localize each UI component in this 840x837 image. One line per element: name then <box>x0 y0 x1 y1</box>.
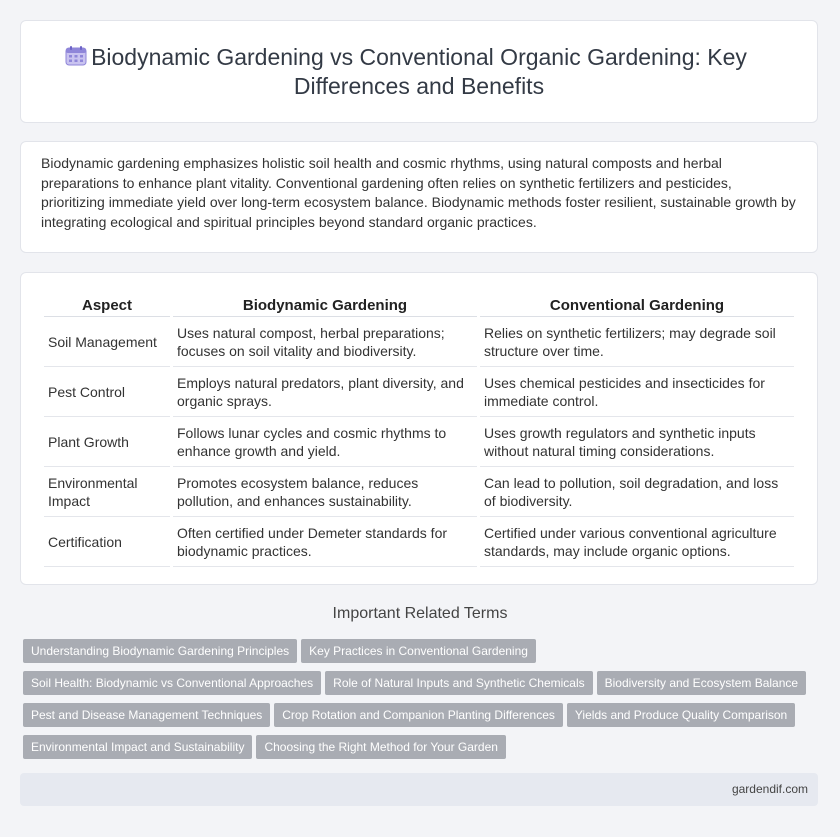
row-conventional: Certified under various conventional agriculture standards, may include organic options. <box>480 517 794 567</box>
related-term-tag[interactable]: Key Practices in Conventional Gardening <box>301 639 536 663</box>
row-aspect: Plant Growth <box>44 417 170 467</box>
related-term-tag[interactable]: Role of Natural Inputs and Synthetic Chemicals <box>325 671 592 695</box>
related-term-tag[interactable]: Crop Rotation and Companion Planting Differences <box>274 703 563 727</box>
comparison-table <box>41 287 797 567</box>
related-term-tag[interactable]: Pest and Disease Management Techniques <box>23 703 270 727</box>
related-term-tag[interactable]: Choosing the Right Method for Your Garden <box>256 735 505 759</box>
table-header-row <box>44 287 794 317</box>
table-row <box>44 467 794 517</box>
footer-site-link[interactable]: gardendif.com <box>731 782 808 796</box>
row-conventional: Can lead to pollution, soil degradation, and loss of biodiversity. <box>480 467 794 517</box>
page-title: Biodynamic Gardening vs Conventional Organic Gardening: Key Differences and Benefits <box>91 44 747 99</box>
row-conventional: Uses growth regulators and synthetic inputs without natural timing considerations. <box>480 417 794 467</box>
intro-text: Biodynamic gardening emphasizes holistic soil health and cosmic rhythms, using natural composts and herbal preparations to enhance plant vitality. Conventional gardening often relies on synthetic fertilizers and pesticides, prioritizing immediate yield over long-term ecosystem balance. Biodynamic methods foster resilient, sustainable growth by integrating ecological and spiritual principles beyond standard organic practices. <box>41 155 796 230</box>
footer <box>20 773 818 806</box>
row-biodynamic: Employs natural predators, plant diversity, and organic sprays. <box>173 367 477 417</box>
table-row <box>44 317 794 367</box>
intro-card <box>20 141 818 253</box>
related-terms-list <box>23 639 823 767</box>
related-terms-title: Important Related Terms <box>332 605 508 622</box>
related-term-tag[interactable]: Environmental Impact and Sustainability <box>23 735 252 759</box>
row-biodynamic: Often certified under Demeter standards for biodynamic practices. <box>173 517 477 567</box>
row-conventional: Relies on synthetic fertilizers; may degrade soil structure over time. <box>480 317 794 367</box>
column-header-conventional: Conventional Gardening <box>480 287 794 317</box>
row-biodynamic: Follows lunar cycles and cosmic rhythms to enhance growth and yield. <box>173 417 477 467</box>
row-aspect: Certification <box>44 517 170 567</box>
row-conventional: Uses chemical pesticides and insecticides for immediate control. <box>480 367 794 417</box>
row-biodynamic: Promotes ecosystem balance, reduces pollution, and enhances sustainability. <box>173 467 477 517</box>
row-biodynamic: Uses natural compost, herbal preparations; focuses on soil vitality and biodiversity. <box>173 317 477 367</box>
row-aspect: Environmental Impact <box>44 467 170 517</box>
table-row <box>44 367 794 417</box>
comparison-card <box>20 272 818 585</box>
related-term-tag[interactable]: Yields and Produce Quality Comparison <box>567 703 795 727</box>
row-aspect: Pest Control <box>44 367 170 417</box>
table-row <box>44 417 794 467</box>
related-term-tag[interactable]: Biodiversity and Ecosystem Balance <box>597 671 806 695</box>
table-row <box>44 517 794 567</box>
column-header-aspect: Aspect <box>44 287 170 317</box>
column-header-biodynamic: Biodynamic Gardening <box>173 287 477 317</box>
related-term-tag[interactable]: Understanding Biodynamic Gardening Principles <box>23 639 297 663</box>
row-aspect: Soil Management <box>44 317 170 367</box>
header-card <box>20 20 818 123</box>
related-term-tag[interactable]: Soil Health: Biodynamic vs Conventional Approaches <box>23 671 321 695</box>
